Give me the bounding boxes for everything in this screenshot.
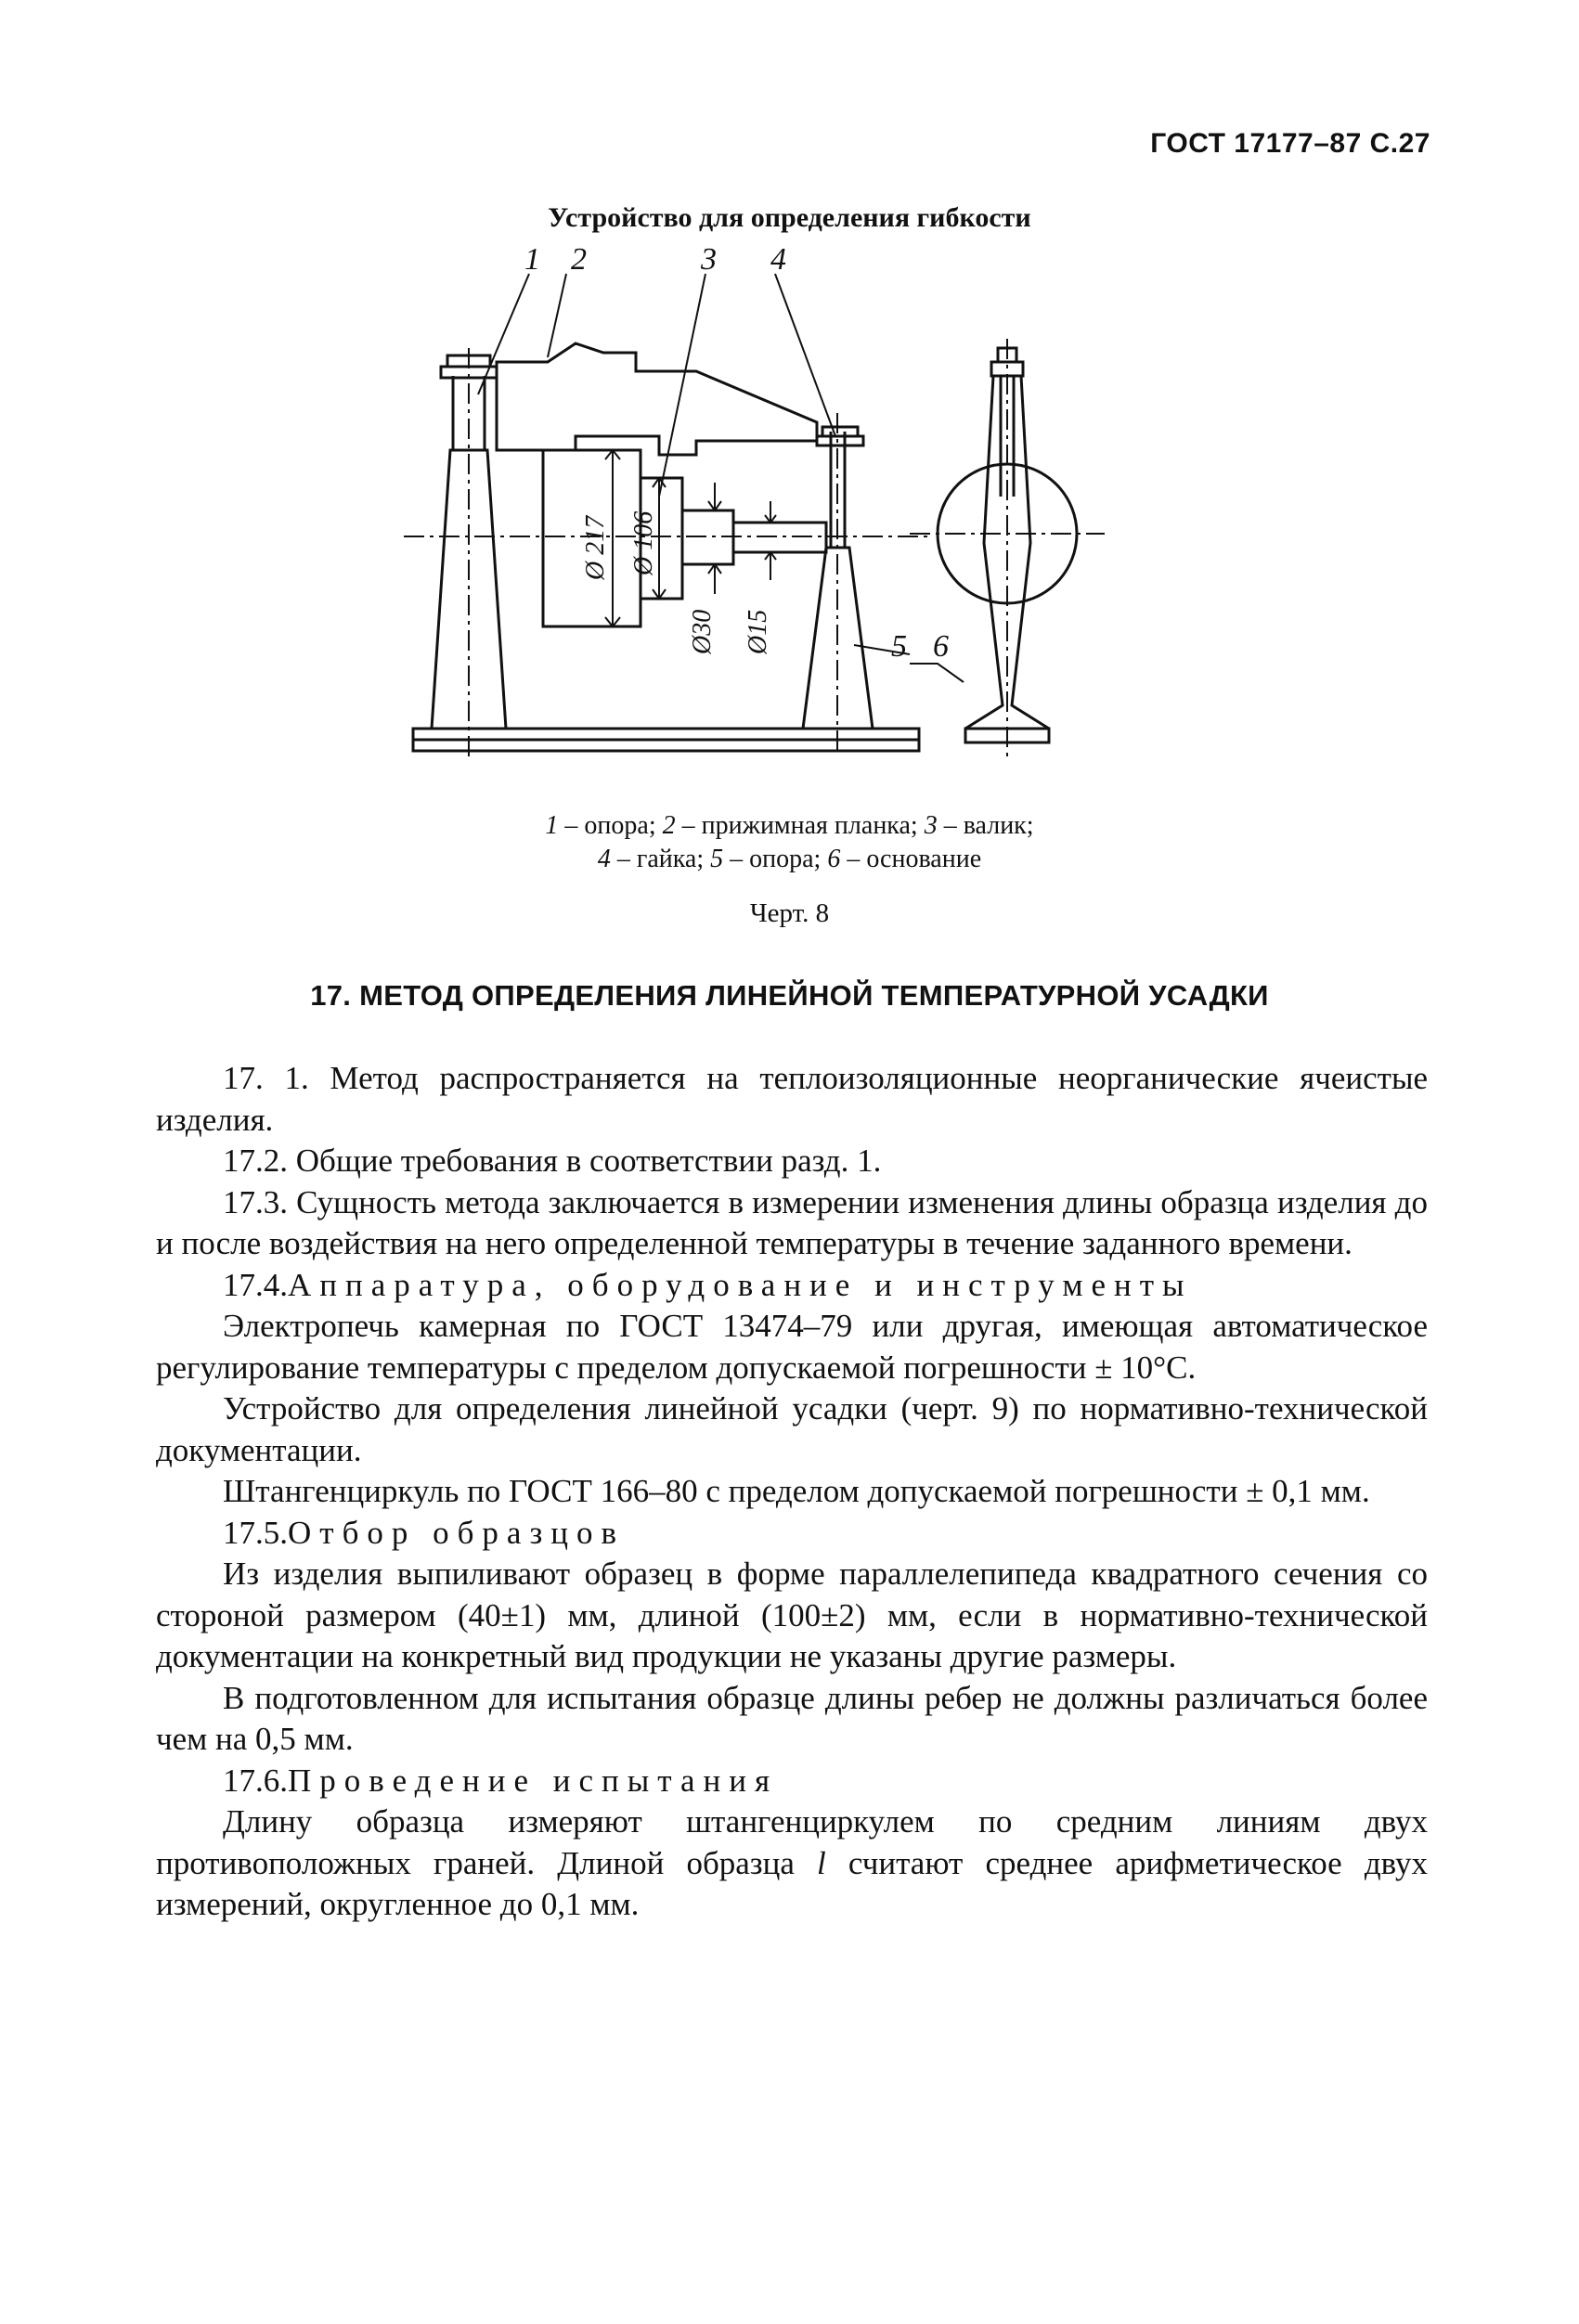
clause-title: Проведение испытания <box>288 1762 779 1799</box>
paragraph-17-3: 17.3. Сущность метода заключается в измерении изменения длины образца изделия до и после воздействия на него определенной температуры в течение заданного времени. <box>156 1183 1428 1261</box>
base-plate-lower <box>413 740 919 751</box>
standard-reference: ГОСТ 17177–87 С.27 <box>1150 128 1430 159</box>
callout-4: 4 <box>770 242 786 277</box>
paragraph-sample-cut: Из изделия выпиливают образец в форме параллелепипеда квадратного сечения со стороной размером (40±1) мм, длиной (100±2) мм, если в нормативно-технической документации на конкретный вид продукции не указаны другие размеры. <box>156 1556 1428 1674</box>
clause-number: 17.5. <box>223 1514 288 1551</box>
measurement-text: Длину образца измеряют штангенциркулем по средним линиям двух противоположных граней. Длиной образца <box>156 1803 1428 1881</box>
legend-num: 1 <box>545 811 559 840</box>
callout-5: 5 <box>891 629 907 664</box>
measurement-text: считают среднее арифметическое двух измерений, округленное до 0,1 мм. <box>156 1844 1428 1922</box>
clause-number: 17.6. <box>223 1762 288 1799</box>
paragraph-17-2: 17.2. Общие требования в соответствии разд. 1. <box>223 1143 882 1179</box>
legend-text: – основание <box>840 845 982 873</box>
paragraph-device: Устройство для определения линейной усадки (черт. 9) по нормативно-технической документации. <box>156 1390 1428 1468</box>
clause-number: 17.4. <box>223 1266 288 1303</box>
legend-text: – валик; <box>937 811 1034 840</box>
paragraph-measurement <box>156 1801 1428 1926</box>
legend-text: – опора; <box>558 811 663 840</box>
clause-title: Аппаратура, оборудование и инструменты <box>288 1266 1193 1303</box>
paragraph-edge-length: В подготовленном для испытания образце длины ребер не должны различаться более чем на 0,5 мм. <box>156 1679 1428 1757</box>
legend-num: 3 <box>924 811 938 840</box>
flexibility-device-drawing <box>390 242 1170 775</box>
figure-caption: Черт. 8 <box>749 898 830 928</box>
dim-106: Ø 106 <box>629 510 658 575</box>
legend-num: 6 <box>827 845 841 873</box>
paragraph-17-1: 17. 1. Метод распространяется на теплоизоляционные неорганические ячеистые изделия. <box>156 1060 1428 1138</box>
clause-title: Отбор образцов <box>288 1514 626 1551</box>
section-body <box>156 1058 1428 1926</box>
dim-30: Ø30 <box>688 609 717 654</box>
legend-line-2 <box>0 843 1579 876</box>
figure-title: Устройство для определения гибкости <box>548 202 1031 233</box>
paragraph-caliper: Штангенциркуль по ГОСТ 166–80 с пределом допускаемой погрешности ± 0,1 мм. <box>223 1473 1370 1509</box>
callout-2: 2 <box>571 242 587 277</box>
legend-text: – опора; <box>723 845 828 873</box>
paragraph-17-5-title <box>156 1513 1428 1555</box>
section-heading: 17. МЕТОД ОПРЕДЕЛЕНИЯ ЛИНЕЙНОЙ ТЕМПЕРАТУРНОЙ УСАДКИ <box>310 979 1269 1012</box>
paragraph-17-4-title <box>156 1265 1428 1307</box>
legend-num: 5 <box>710 845 724 873</box>
legend-text: – прижимная планка; <box>675 811 925 840</box>
base-plate <box>413 729 919 740</box>
length-variable: l <box>817 1844 826 1881</box>
paragraph-17-6-title <box>156 1761 1428 1802</box>
legend-text: – гайка; <box>610 845 711 873</box>
legend-num: 2 <box>662 811 676 840</box>
legend-num: 4 <box>597 845 611 873</box>
callout-1: 1 <box>524 242 540 277</box>
paragraph-furnace: Электропечь камерная по ГОСТ 13474–79 или другая, имеющая автоматическое регулирование температуры с пределом допускаемой погрешности ± 10°С. <box>156 1308 1428 1386</box>
callout-6: 6 <box>933 629 949 664</box>
dim-15: Ø15 <box>744 609 772 654</box>
legend-line-1 <box>0 809 1579 843</box>
figure-legend <box>0 809 1579 876</box>
callout-3: 3 <box>701 242 717 277</box>
dim-217: Ø 217 <box>581 515 610 580</box>
clamping-bar <box>497 343 817 455</box>
